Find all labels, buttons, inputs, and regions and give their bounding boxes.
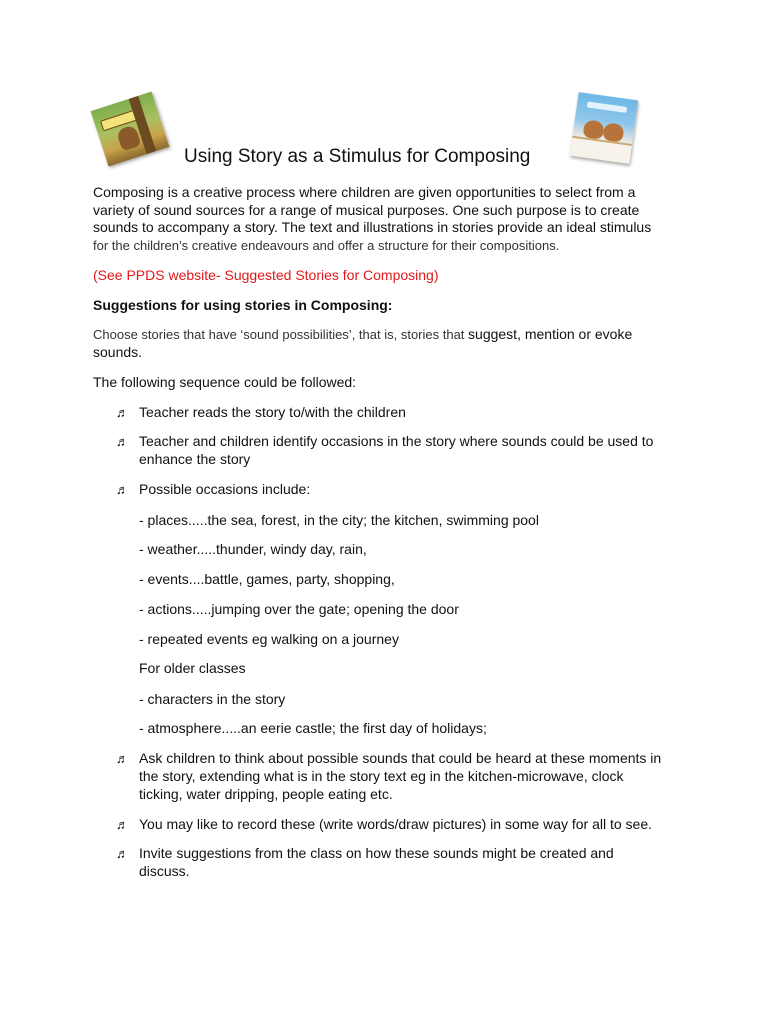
- list-item-text: You may like to record these (write words/draw pictures) in some way for all to see.: [139, 816, 653, 832]
- list-item-text: Ask children to think about possible sounds that could be heard at these moments in: [139, 750, 662, 766]
- list-item-text-cont: the story, extending what is in the story text eg in the kitchen-microwave, clock: [139, 768, 624, 784]
- older-classes-label: For older classes: [139, 660, 246, 676]
- sequence-intro: The following sequence could be followed:: [93, 374, 357, 390]
- intro-line-2: variety of sound sources for a range of musical purposes. One such purpose is to create: [93, 202, 640, 218]
- music-note-icon: ♬: [116, 817, 129, 832]
- music-note-icon: ♬: [116, 434, 129, 449]
- choose-line-1-a: Choose stories that have ‘sound possibilities’, that is, stories that: [93, 327, 469, 342]
- occasion-atmosphere: - atmosphere.....an eerie castle; the first day of holidays;: [139, 720, 487, 736]
- cover-quilt: [570, 136, 632, 164]
- music-note-icon: ♬: [116, 482, 129, 497]
- intro-line-4: for the children’s creative endeavours and offer a structure for their compositions.: [93, 238, 560, 253]
- list-item-text: Teacher and children identify occasions in the story where sounds could be used to: [139, 433, 654, 449]
- occasion-weather: - weather.....thunder, windy day, rain,: [139, 541, 367, 557]
- occasion-actions: - actions.....jumping over the gate; opening the door: [139, 601, 459, 617]
- list-item-text: Invite suggestions from the class on how these sounds might be created and: [139, 845, 614, 861]
- list-item-text-cont: discuss.: [139, 863, 190, 879]
- list-item-text-cont: ticking, water dripping, people eating etc.: [139, 786, 393, 802]
- choose-line-1-b: suggest, mention or evoke: [468, 326, 633, 342]
- section-heading: Suggestions for using stories in Composing:: [93, 297, 393, 313]
- occasion-repeated: - repeated events eg walking on a journey: [139, 631, 399, 647]
- page-title: Using Story as a Stimulus for Composing: [184, 146, 531, 167]
- music-note-icon: ♬: [116, 405, 129, 420]
- bears-book-cover-icon: [570, 92, 638, 164]
- choose-line-2: sounds.: [93, 344, 143, 360]
- list-item-text-cont: enhance the story: [139, 451, 251, 467]
- reference-link-text: (See PPDS website- Suggested Stories for Composing): [93, 267, 439, 283]
- intro-line-1: Composing is a creative process where children are given opportunities to select from a: [93, 184, 636, 200]
- gruffalo-book-cover-icon: [91, 92, 170, 167]
- occasion-characters: - characters in the story: [139, 691, 286, 707]
- intro-line-3: sounds to accompany a story. The text and illustrations in stories provide an ideal stimulus: [93, 219, 652, 235]
- music-note-icon: ♬: [116, 751, 129, 766]
- list-item-text: Possible occasions include:: [139, 481, 311, 497]
- choose-line-1: [93, 326, 683, 344]
- list-item-text: Teacher reads the story to/with the children: [139, 404, 406, 420]
- occasion-events: - events....battle, games, party, shopping,: [139, 571, 395, 587]
- music-note-icon: ♬: [116, 846, 129, 861]
- cover-title-plate: [587, 101, 627, 113]
- occasion-places: - places.....the sea, forest, in the city; the kitchen, swimming pool: [139, 512, 539, 528]
